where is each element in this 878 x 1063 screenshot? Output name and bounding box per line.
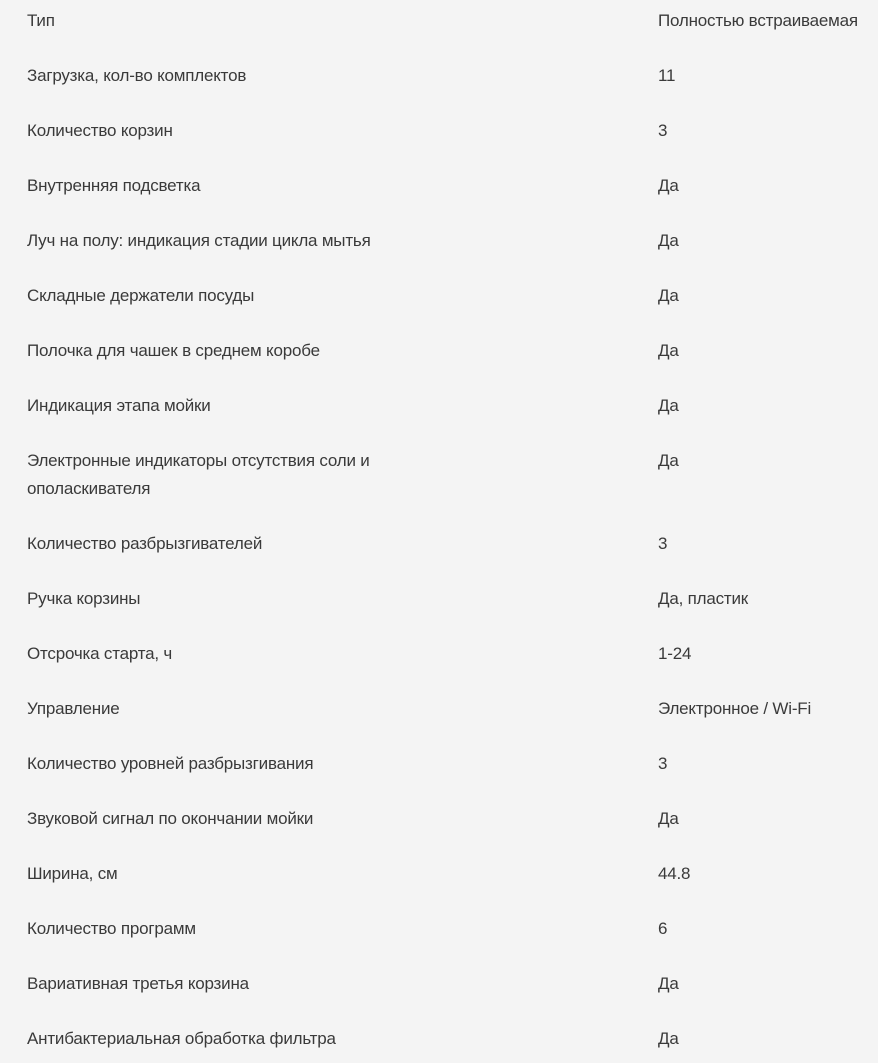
spec-row: [0, 62, 878, 90]
spec-value: Да: [658, 231, 679, 250]
spec-value: Да: [658, 396, 679, 415]
spec-value: Да: [658, 176, 679, 195]
spec-row: [0, 860, 878, 888]
spec-row: [0, 337, 878, 365]
spec-label: Луч на полу: индикация стадии цикла мытья: [27, 231, 371, 250]
spec-row: [0, 447, 878, 503]
spec-label: Вариативная третья корзина: [27, 974, 249, 993]
spec-label: Количество уровней разбрызгивания: [27, 754, 314, 773]
spec-row: [0, 227, 878, 255]
spec-row: [0, 750, 878, 778]
spec-label: Ручка корзины: [27, 589, 141, 608]
spec-value: 6: [658, 919, 668, 938]
spec-value: Да: [658, 974, 679, 993]
spec-row: [0, 282, 878, 310]
spec-label: Ширина, см: [27, 864, 118, 883]
spec-value: 1-24: [658, 644, 692, 663]
spec-row: [0, 585, 878, 613]
spec-row: [0, 7, 878, 35]
spec-value: Да: [658, 1029, 679, 1048]
spec-label: Управление: [27, 699, 120, 718]
spec-value: Электронное / Wi-Fi: [658, 699, 812, 718]
spec-label: Тип: [27, 11, 55, 30]
spec-label: Внутренняя подсветка: [27, 176, 201, 195]
spec-value: Да: [658, 286, 679, 305]
spec-row: [0, 530, 878, 558]
spec-row: [0, 172, 878, 200]
spec-label: Количество корзин: [27, 121, 173, 140]
spec-row: [0, 915, 878, 943]
spec-row: [0, 1025, 878, 1053]
spec-value: 11: [658, 66, 676, 85]
spec-value: 44.8: [658, 864, 691, 883]
spec-row: [0, 805, 878, 833]
spec-row: [0, 695, 878, 723]
spec-value: 3: [658, 121, 668, 140]
spec-label: Загрузка, кол-во комплектов: [27, 66, 247, 85]
spec-value: Да: [658, 809, 679, 828]
spec-value: 3: [658, 534, 668, 553]
spec-label: Звуковой сигнал по окончании мойки: [27, 809, 314, 828]
spec-row: [0, 970, 878, 998]
spec-label: Индикация этапа мойки: [27, 396, 211, 415]
spec-label: Складные держатели посуды: [27, 286, 255, 305]
spec-label: Отсрочка старта, ч: [27, 644, 173, 663]
spec-label: Антибактериальная обработка фильтра: [27, 1029, 336, 1048]
spec-row: [0, 640, 878, 668]
spec-label: Количество программ: [27, 919, 196, 938]
spec-label: Количество разбрызгивателей: [27, 534, 263, 553]
spec-label: Полочка для чашек в среднем коробе: [27, 341, 320, 360]
spec-value: Да, пластик: [658, 589, 749, 608]
spec-value: Да: [658, 451, 679, 470]
spec-value: Полностью встраиваемая: [658, 11, 858, 30]
spec-value: Да: [658, 341, 679, 360]
spec-row: [0, 117, 878, 145]
spec-label: Электронные индикаторы отсутствия соли и ополаскивателя: [27, 451, 370, 498]
spec-row: [0, 392, 878, 420]
spec-value: 3: [658, 754, 668, 773]
